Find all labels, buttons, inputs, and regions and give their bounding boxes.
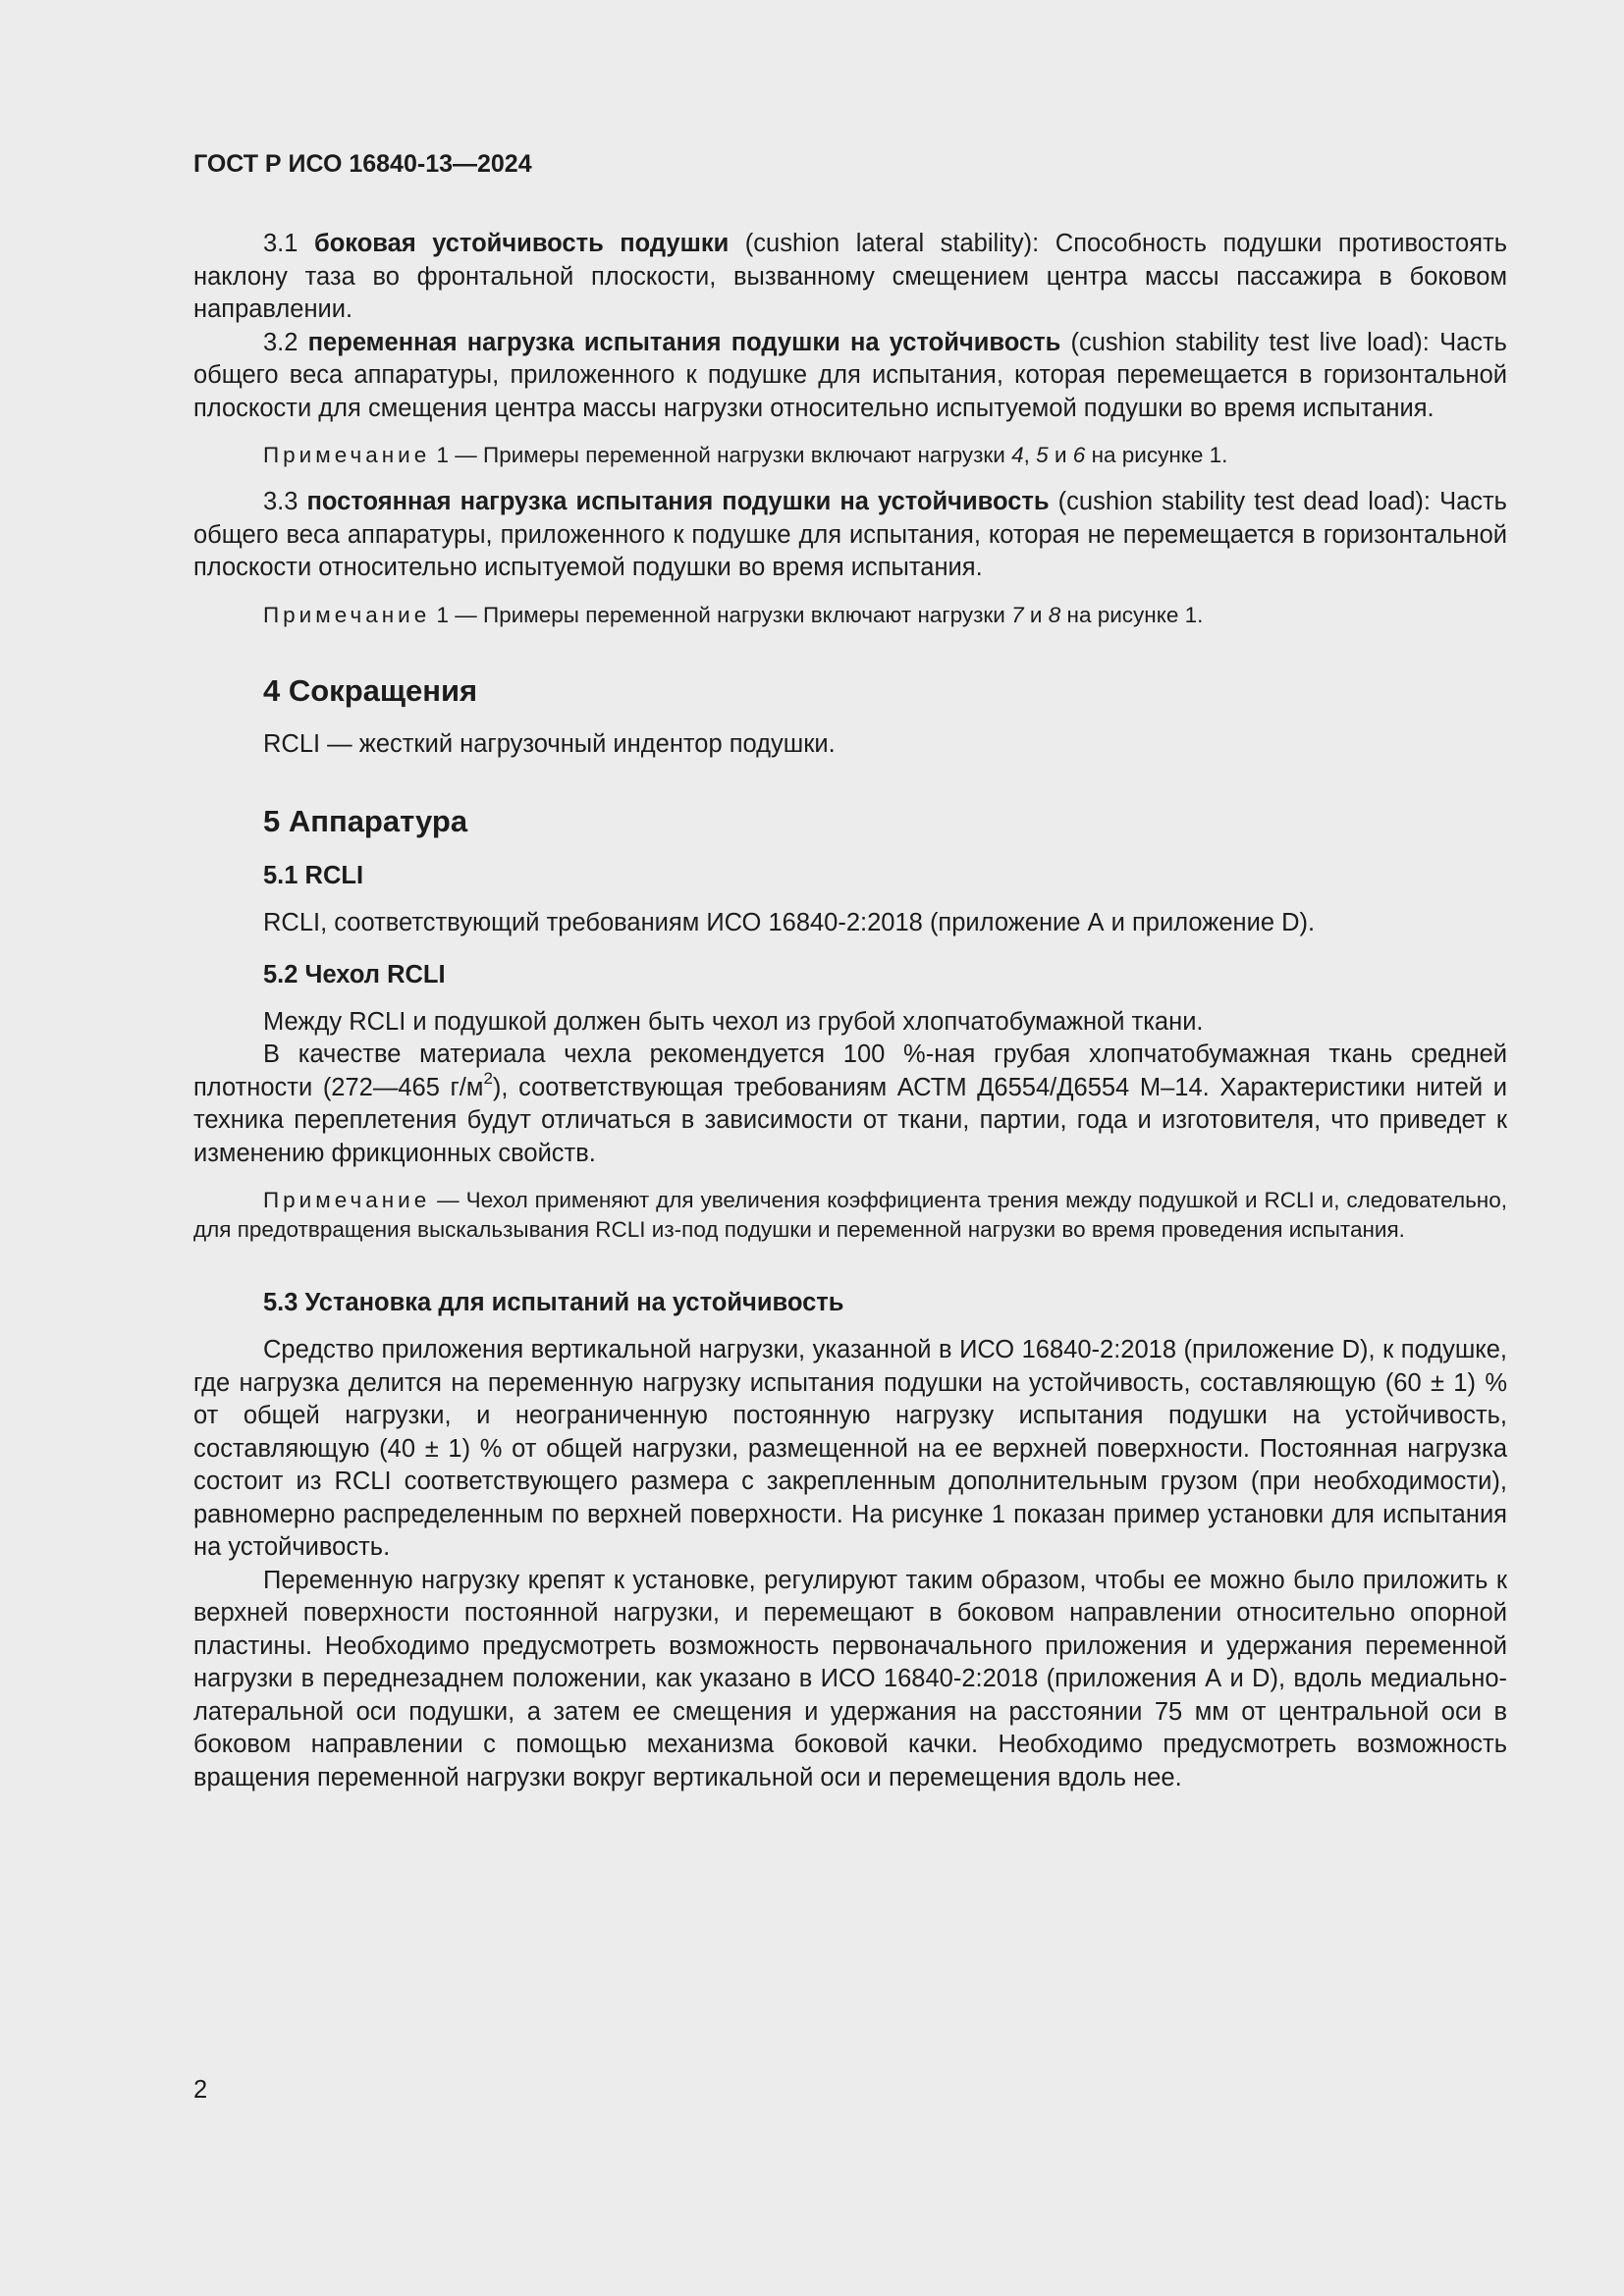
term-3-1 [193, 228, 1507, 327]
term-english: (cushion stability test dead load): [1057, 488, 1431, 515]
note-1: Примечание 1 — Примеры переменной нагрузки включают нагрузки 4, 5 и 6 на рисунке 1. [263, 443, 1228, 467]
term-definition: Часть общего веса аппаратуры, приложенного к подушке для испытания, которая не перемещается в горизонтальной плоскости относительно испытуемой подушки во время испытания. [193, 488, 1507, 581]
section-5-3-para-1: Средство приложения вертикальной нагрузки, указанной в ИСО 16840-2:2018 (приложение D), к подушке, где нагрузка делится на переменную нагрузку испытания подушки на устойчивость, составляющую (60 ± 1) % от общей нагрузки, и неограниченную постоянную нагрузку испытания подушки на устойчивость, составляющую (40 ± 1) % от общей нагрузки, размещенной на ее верхней поверхности. Постоянная нагрузка состоит из RCLI соответствующего размера с закрепленным дополнительным грузом (при необходимости), равномерно распределенным по верхней поверхности. На рисунке 1 показан пример установки для испытания на устойчивость. [193, 1336, 1507, 1561]
term-3-3 [193, 486, 1507, 585]
note-label: Примечание [263, 602, 431, 627]
term-3-2 [193, 327, 1507, 426]
term-title: боковая устойчивость подушки [313, 230, 730, 257]
section-5-2-para-2: В качестве материала чехла рекомендуется 100 %-ная грубая хлопчатобумажная ткань средней плотности (272—465 $г/м^2$), соответствующая требованиям АСТМ Д6554/Д6554 М–14. Характеристики нитей и техника переплетения будут отличаться в зависимости от ткани, партии, года и изготовителя, что приведет к изменению фрикционных свойств. [193, 1041, 1508, 1167]
note-label: Примечание [263, 443, 431, 467]
term-number: 3.2 [263, 328, 298, 356]
term-title: постоянная нагрузка испытания подушки на устойчивость [306, 488, 1050, 515]
section-4-text: RCLI — жесткий нагрузочный индентор подушки. [263, 729, 836, 758]
note-2: Примечание 1 — Примеры переменной нагрузки включают нагрузки 7 и 8 на рисунке 1. [263, 602, 1204, 627]
note-3: Примечание — Чехол применяют для увеличения коэффициента трения между подушкой и RCLI и, следовательно, для предотвращения выскальзывания RCLI из-под подушки и переменной нагрузки во время проведения испытания. [193, 1188, 1507, 1242]
document-header: ГОСТ Р ИСО 16840-13—2024 [193, 150, 532, 178]
section-5-1-title: 5.1 RCLI [263, 862, 364, 889]
term-definition: Способность подушки противостоять наклону таза во фронтальной плоскости, вызванному смещением центра массы пассажира в боковом направлении. [193, 230, 1507, 323]
term-number: 3.3 [263, 488, 298, 515]
term-english: (cushion stability test live load): [1070, 328, 1430, 356]
section-5-title: 5 Аппаратура [263, 804, 468, 838]
note-label: Примечание [263, 1188, 431, 1212]
section-5-2-para-1: Между RCLI и подушкой должен быть чехол из грубой хлопчатобумажной ткани. [263, 1007, 1204, 1036]
term-english: (cushion lateral stability): [744, 230, 1040, 257]
section-5-3-para-2: Переменную нагрузку крепят к установке, регулируют таким образом, чтобы ее можно было приложить к верхней поверхности постоянной нагрузки, и перемещают в боковом направлении относительно опорной пластины. Необходимо предусмотреть возможность первоначального приложения и удержания переменной нагрузки в переднезаднем положении, как указано в ИСО 16840-2:2018 (приложения А и D), вдоль медиально-латеральной оси подушки, а затем ее смещения и удержания на расстоянии 75 мм от центральной оси в боковом направлении с помощью механизма боковой качки. Необходимо предусмотреть возможность вращения переменной нагрузки вокруг вертикальной оси и перемещения вдоль нее. [193, 1566, 1507, 1791]
section-4-title: 4 Сокращения [263, 672, 478, 708]
section-5-1-text: RCLI, соответствующий требованиям ИСО 16840-2:2018 (приложение А и приложение D). [263, 909, 1316, 936]
term-number: 3.1 [263, 230, 298, 257]
term-definition: Часть общего веса аппаратуры, приложенного к подушке для испытания, которая перемещается в горизонтальной плоскости для смещения центра массы нагрузки относительно испытуемой подушки во время испытания. [193, 328, 1507, 422]
page-content [193, 147, 1507, 1794]
page-number: 2 [193, 2076, 208, 2104]
section-5-2-title: 5.2 Чехол RCLI [263, 960, 446, 988]
section-5-3-title: 5.3 Установка для испытаний на устойчивость [263, 1289, 844, 1316]
term-title: переменная нагрузка испытания подушки на устойчивость [307, 328, 1061, 356]
